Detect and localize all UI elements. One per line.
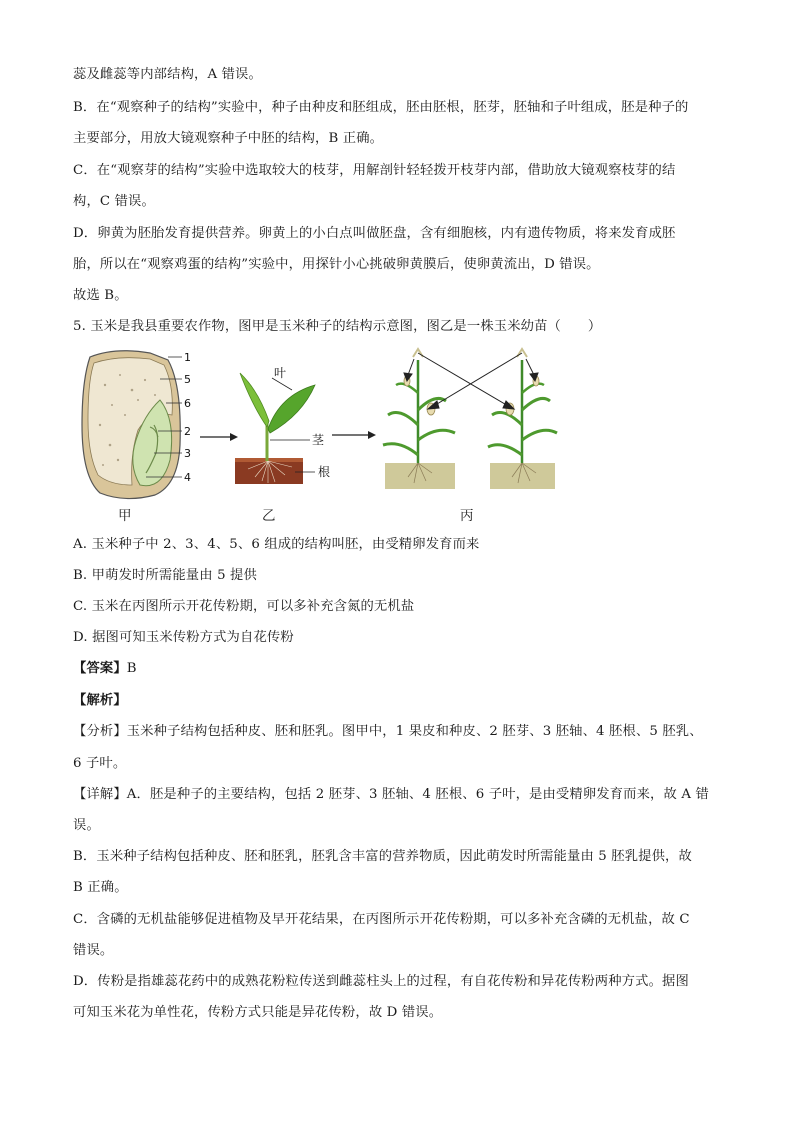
question-figure [70, 345, 570, 530]
corn-plant-left [383, 349, 455, 489]
corn-seed-diagram [82, 351, 191, 499]
caption-bing: 丙 [460, 508, 474, 524]
option-a: A. 玉米种子中 2、3、4、5、6 组成的结构叫胚，由受精卵发育而来 [73, 537, 480, 552]
corn-plant-right [488, 349, 557, 489]
seed-label: 3 [184, 447, 191, 460]
text-line: D．卵黄为胚胎发育提供营养。卵黄上的小白点叫做胚盘，含有细胞核，内有遗传物质，将来发育成胚 [73, 226, 676, 241]
analysis-line: 错误。 [73, 943, 114, 958]
text-line: 蕊及雌蕊等内部结构，A 错误。 [73, 67, 262, 82]
answer-tag: 【答案】 [73, 661, 127, 676]
analysis-line: D．传粉是指雄蕊花药中的成熟花粉粒传送到雌蕊柱头上的过程，有自花传粉和异花传粉两种方式。据图 [73, 974, 689, 989]
caption-jia: 甲 [118, 508, 132, 524]
analysis-line: 【详解】A．胚是种子的主要结构，包括 2 胚芽、3 胚轴、4 胚根、6 子叶，是由受精卵发育而来，故 A 错 [73, 787, 709, 802]
seed-label: 5 [184, 373, 191, 386]
figure-drawing [70, 345, 570, 530]
analysis-line: 误。 [73, 818, 100, 833]
text-line: 主要部分，用放大镜观察种子中胚的结构，B 正确。 [73, 131, 384, 146]
seed-label: 6 [184, 397, 191, 410]
answer-line [73, 661, 137, 677]
analysis-tag: 【解析】 [73, 693, 127, 708]
seed-label: 1 [184, 351, 191, 364]
analysis-line: B．玉米种子结构包括种皮、胚和胚乳，胚乳含丰富的营养物质，因此萌发时所需能量由 5 胚乳提供，故 [73, 849, 692, 864]
analysis-line: 可知玉米花为单性花，传粉方式只能是异花传粉，故 D 错误。 [73, 1005, 443, 1020]
analysis-line: C．含磷的无机盐能够促进植物及早开花结果，在丙图所示开花传粉期，可以多补充含磷的无机盐，故 C [73, 912, 690, 927]
root-label: 根 [318, 465, 331, 479]
arrow-1 [200, 433, 238, 441]
text-line: B．在“观察种子的结构”实验中，种子由种皮和胚组成，胚由胚根，胚芽，胚轴和子叶组成，胚是种子的 [73, 100, 689, 115]
analysis-line: 【分析】玉米种子结构包括种皮、胚和胚乳。图甲中，1 果皮和种皮、2 胚芽、3 胚轴、4 胚根、5 胚乳、 [73, 724, 703, 739]
option-d: D. 据图可知玉米传粉方式为自花传粉 [73, 630, 294, 645]
seed-label: 2 [184, 425, 191, 438]
caption-yi: 乙 [262, 508, 276, 524]
analysis-line: B 正确。 [73, 880, 128, 895]
corn-seedling-diagram [235, 366, 330, 484]
option-b: B. 甲萌发时所需能量由 5 提供 [73, 568, 257, 583]
text-line: 胎，所以在“观察鸡蛋的结构”实验中，用探针小心挑破卵黄膜后，使卵黄流出，D 错误。 [73, 257, 600, 272]
text-line: C．在“观察芽的结构”实验中选取较大的枝芽，用解剖针轻轻拨开枝芽内部，借助放大镜观察枝芽的结 [73, 163, 676, 178]
analysis-line: 6 子叶。 [73, 756, 127, 771]
cross-pollination-arrows [404, 353, 538, 409]
leaf-label: 叶 [274, 366, 287, 380]
answer-value: B [126, 661, 137, 676]
arrow-2 [332, 431, 376, 439]
stem-label: 茎 [312, 433, 325, 447]
text-line: 构，C 错误。 [73, 194, 155, 209]
text-line: 故选 B。 [73, 288, 128, 303]
seed-label: 4 [184, 471, 191, 484]
question-stem: 5. 玉米是我县重要农作物，图甲是玉米种子的结构示意图，图乙是一株玉米幼苗（ ） [73, 319, 602, 334]
option-c: C. 玉米在丙图所示开花传粉期，可以多补充含氮的无机盐 [73, 599, 415, 614]
